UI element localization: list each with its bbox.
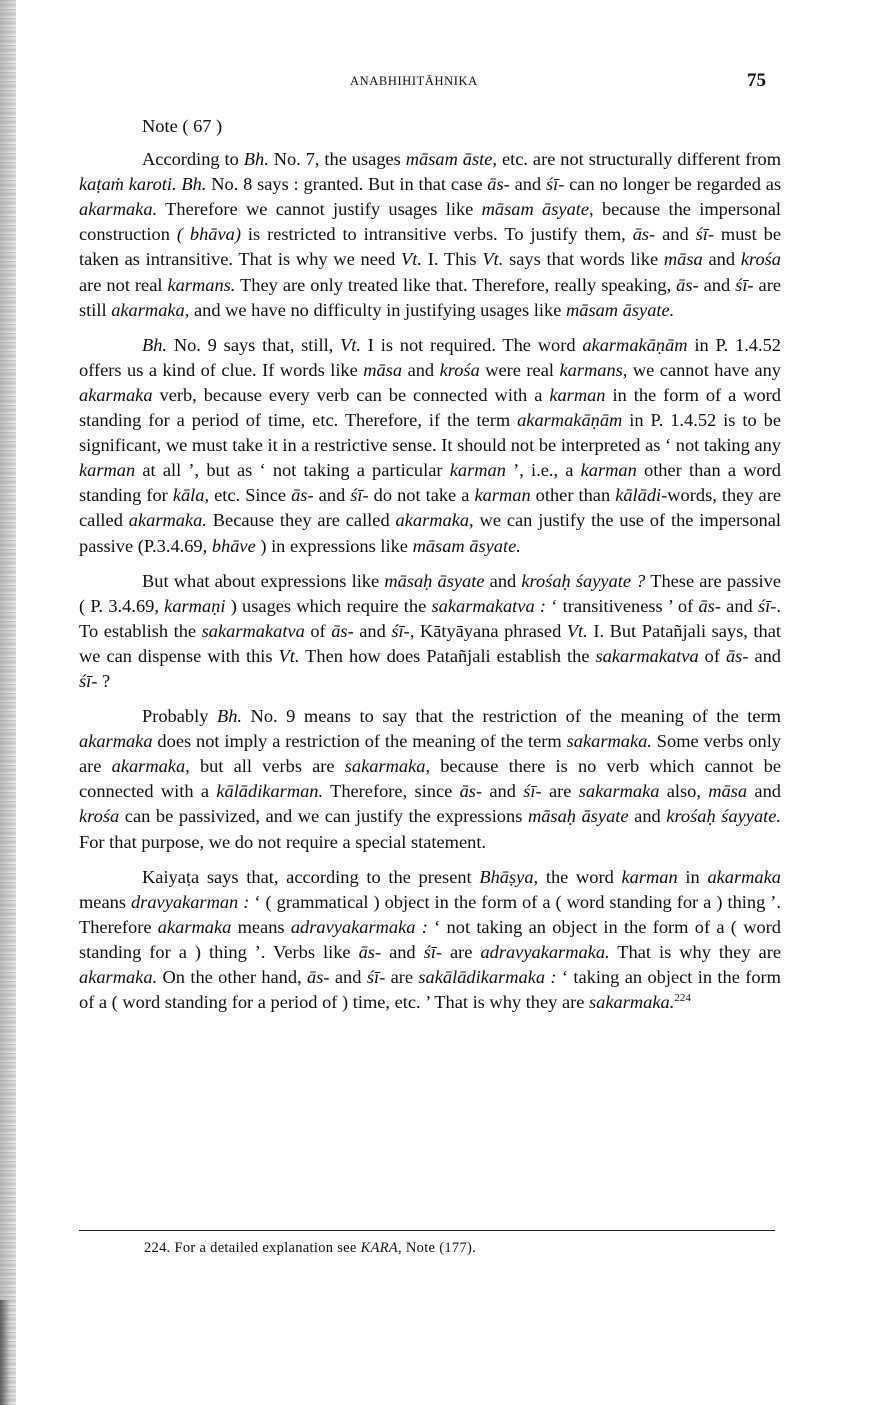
scan-edge-shadow-bottom [0, 1300, 10, 1405]
page-header [0, 70, 894, 94]
footnote [144, 1240, 476, 1257]
footnote-text-before: For a detailed explanation see [174, 1240, 357, 1256]
footnote-divider [79, 1230, 775, 1231]
scan-edge-shadow [0, 0, 16, 1405]
footnote-text-after: Note (177). [405, 1240, 477, 1256]
paragraph-4: Probably Bh. No. 9 means to say that the restriction of the meaning of the term akarmaka does not imply a restriction of the meaning of the term sakarmaka. Some verbs only are akarmaka, but all verbs are sakarmaka, because there is no verb which cannot be connected with a kālādikarman. Therefore, since ās- and śī- are sakarmaka also, māsa and krośa can be passivized, and we can justify the expressions māsaḥ āsyate and krośaḥ śayyate. For that purpose, we do not require a special statement. [79, 706, 782, 852]
paragraph-2: Bh. No. 9 says that, still, Vt. I is not required. The word akarmakāṇām in P. 1.4.52 offers us a kind of clue. If words like māsa and krośa were real karmans, we cannot have any akarmaka verb, because every verb can be connected with a karman in the form of a word standing for a period of time, etc. Therefore, if the term akarmakāṇām in P. 1.4.52 is to be significant, we must take it in a restrictive sense. It should not be interpreted as ‘ not taking any karman at all ’, but as ‘ not taking a particular karman ’, i.e., a karman other than a word standing for kāla, etc. Since ās- and śī- do not take a karman other than kālādi-words, they are called akarmaka. Because they are called akarmaka, we can justify the use of the impersonal passive (P.3.4.69, bhāve ) in expressions like māsam āsyate. [79, 334, 782, 556]
paragraph-1: According to Bh. No. 7, the usages māsam āste, etc. are not structurally different from kaṭaṁ karoti. Bh. No. 8 says : granted. But in that case ās- and śī- can no longer be regarded as akarmaka. Therefore we cannot justify usages like māsam āsyate, because the impersonal construction ( bhāva) is restricted to intransitive verbs. To justify them, ās- and śī- must be taken as intransitive. That is why we need Vt. I. This Vt. says that words like māsa and krośa are not real karmans. They are only treated like that. Therefore, really speaking, ās- and śī- are still akarmaka, and we have no difficulty in justifying usages like māsam āsyate. [79, 149, 782, 320]
note-heading: Note ( 67 ) [142, 116, 223, 136]
footnote-number: 224. [144, 1240, 171, 1256]
running-head: ANABHIHITĀHNIKA [350, 74, 478, 88]
page-body [79, 114, 781, 1025]
page-number: 75 [747, 70, 766, 91]
paragraph-3: But what about expressions like māsaḥ āsyate and krośaḥ śayyate ? These are passive ( P. 3.4.69, karmaṇi ) usages which require the sakarmakatva : ‘ transitiveness ’ of ās- and śī-. To establish the sakarmakatva of ās- and śī-, Kātyāyana phrased Vt. I. But Patañjali says, that we can dispense with this Vt. Then how does Patañjali establish the sakarmakatva of ās- and śī- ? [79, 570, 782, 691]
footnote-work: KARA, [360, 1240, 402, 1256]
footnote-ref: 224 [674, 991, 691, 1004]
paragraph-5: Kaiyaṭa says that, according to the present Bhāṣya, the word karman in akarmaka means dravyakarman : ‘ ( grammatical ) object in the form of a ( word standing for a ) thing ’. Therefore akarmaka means adravyakarmaka : ‘ not taking an object in the form of a ( word standing for a ) thing ’. Verbs like ās- and śī- are adravyakarmaka. That is why they are akarmaka. On the other hand, ās- and śī- are sakālādikarmaka : ‘ taking an object in the form of a ( word standing for a period of ) time, etc. ’ That is why they are sakarmaka.$^{224}$ [79, 866, 781, 1013]
